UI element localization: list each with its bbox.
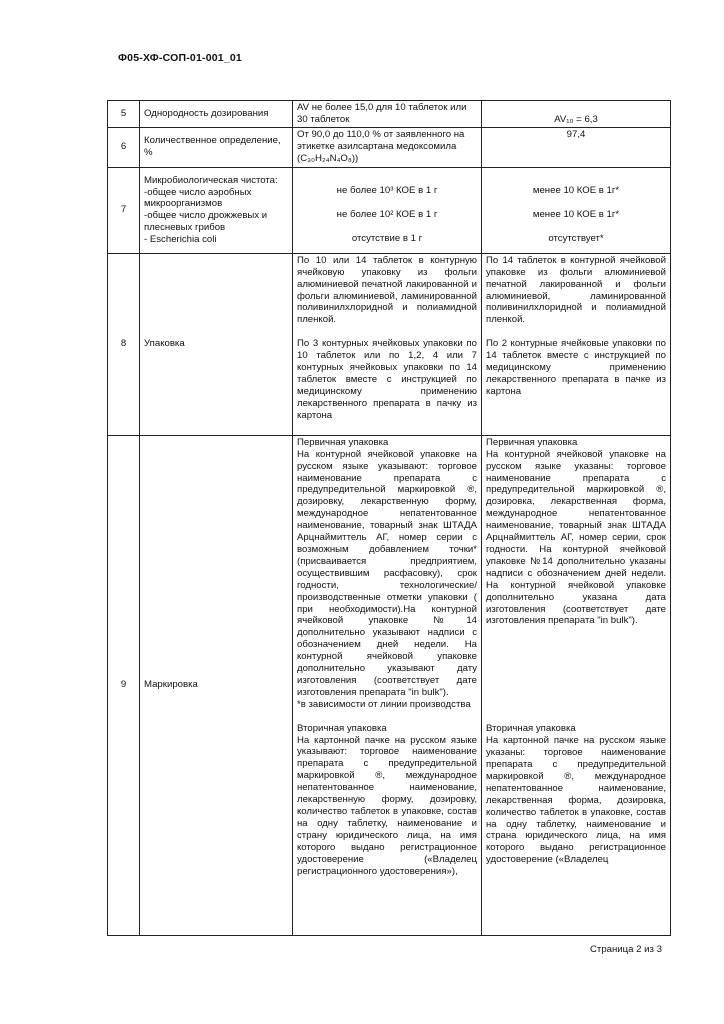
result-line: менее 10 КОЕ в 1г* xyxy=(532,185,620,197)
requirement-cell xyxy=(293,167,482,253)
document-code: Ф05-ХФ-СОП-01-001_01 xyxy=(118,52,242,64)
parameter-name-line: -общее число аэробных микроорганизмов xyxy=(144,186,252,210)
parameter-name: Упаковка xyxy=(140,253,293,435)
requirement-paragraph: По 3 контурных ячейковых упаковки по 10 таблеток или по 1,2, 4 или 7 контурных ячейковых упаковки по 14 таблеток вместе с инструкцией по медицинскому применению лекарственного препарата в пачку из картона xyxy=(297,338,477,421)
requirement-cell xyxy=(293,435,482,935)
footnote: *в зависимости от линии производства xyxy=(297,698,471,710)
row-number: 5 xyxy=(108,101,140,128)
table-row xyxy=(108,127,671,167)
specification-table xyxy=(107,100,671,936)
section-title: Вторичная упаковка xyxy=(486,723,576,735)
requirement-line: не более 10² КОЕ в 1 г xyxy=(336,209,438,221)
parameter-name-line: - Escherichia coli xyxy=(144,234,217,246)
result-paragraph: По 14 таблеток в контурной ячейковой упаковке из фольги алюминиевой печатной лакированной и фольги алюминиевой, ламинированной поливинилхлоридной и полиамидной пленкой. xyxy=(486,254,666,326)
result-cell xyxy=(482,435,671,935)
result-paragraph: На контурной ячейковой упаковке на русском языке указаны: торговое наименование препарата с предупредительной маркировкой ®, дозировка, лекарственная форма, международное непатентованное наименование, товарный знак ШТАДА Арцнаймиттель АГ, номер серии, срок годности. На контурной ячейковой упаковке №14 дополнительно указаны надписи с обозначением дней недели. На контурной ячейковой упаковке дополнительно указана дата изготовления (соответствует дате изготовления препарата "in bulk"). xyxy=(486,448,666,627)
page-number: Страница 2 из 3 xyxy=(590,944,662,955)
result-cell xyxy=(482,167,671,253)
table-row xyxy=(108,101,671,128)
table-row xyxy=(108,435,671,935)
parameter-name: Маркировка xyxy=(140,435,293,935)
parameter-name-line: -общее число дрожжевых и плесневых грибов xyxy=(144,210,268,234)
row-number: 6 xyxy=(108,127,140,167)
result-cell xyxy=(482,253,671,435)
section-title: Первичная упаковка xyxy=(486,436,578,448)
result-paragraph: По 2 контурные ячейковые упаковки по 14 таблеток вместе с инструкцией по медицинскому применению лекарственного препарата в пачке из картона xyxy=(486,338,666,397)
requirement-paragraph: По 10 или 14 таблеток в контурную ячейковую упаковку из фольги алюминиевой печатной лакированной и фольги алюминиевой, ламинированной поливинилхлоридной и полиамидной пленкой. xyxy=(297,254,477,326)
result-paragraph: На картонной пачке на русском языке указаны: торговое наименование препарата с предупредительной маркировкой ®, международное непатентованное наименование, лекарственная форма, дозировка, количество таблеток в упаковке, состав на одну таблетку, наименование и страна юридического лица, на имя которого выдано регистрационное удостоверение («Владелец xyxy=(486,735,666,866)
requirement-paragraph: На контурной ячейковой упаковке на русском языке указывают: торговое наименование препарата с предупредительной маркировкой ®, дозировку, лекарственную форму, международное непатентованное наименование, товарный знак ШТАДА Арцнаймиттель АГ, номер серии с возможным добавлением точки* (присваивается предприятием, осуществившим расфасовку), срок годности, технологические/ производственные отметки упаковки ( при необходимости).На контурной ячейковой упаковке №14 дополнительно указывают надписи с обозначением дней недели. На контурной ячейковой упаковке дополнительно указывают дату изготовления (соответствует дате изготовления препарата "in bulk"). xyxy=(297,448,477,698)
table-row xyxy=(108,167,671,253)
row-number: 7 xyxy=(108,167,140,253)
result-cell: 97,4 xyxy=(482,127,671,167)
section-title: Вторичная упаковка xyxy=(297,722,387,734)
result-line: менее 10 КОЕ в 1г* xyxy=(532,209,620,221)
row-number: 9 xyxy=(108,435,140,935)
result-cell: AV₁₀ = 6,3 xyxy=(482,101,671,128)
parameter-name: Количественное определение, % xyxy=(140,127,293,167)
section-title: Первичная упаковка xyxy=(297,436,389,448)
result-line: отсутствует* xyxy=(548,233,604,245)
requirement-paragraph: На картонной пачке на русском языке указывают: торговое наименование препарата с предупредительной маркировкой ®, международное непатентованное наименование, лекарственную форму, дозировку, количество таблеток в упаковке, состав на одну таблетку, наименование и страну юридического лица, на имя которого выдано регистрационное удостоверение («Владелец регистрационного удостоверения»), xyxy=(297,734,477,877)
requirement-line: не более 10³ КОЕ в 1 г xyxy=(336,185,438,197)
parameter-name xyxy=(140,167,293,253)
requirement-cell xyxy=(293,253,482,435)
row-number: 8 xyxy=(108,253,140,435)
parameter-name-line: Микробиологическая чистота: xyxy=(144,174,278,186)
requirement-cell: От 90,0 до 110,0 % от заявленного на этикетке азилсартана медоксомила (C₃₀H₂₄N₄O₈)) xyxy=(293,127,482,167)
parameter-name: Однородность дозирования xyxy=(140,101,293,128)
requirement-line: отсутствие в 1 г xyxy=(351,233,423,245)
requirement-cell: AV не более 15,0 для 10 таблеток или 30 таблеток xyxy=(293,101,482,128)
table-row xyxy=(108,253,671,435)
